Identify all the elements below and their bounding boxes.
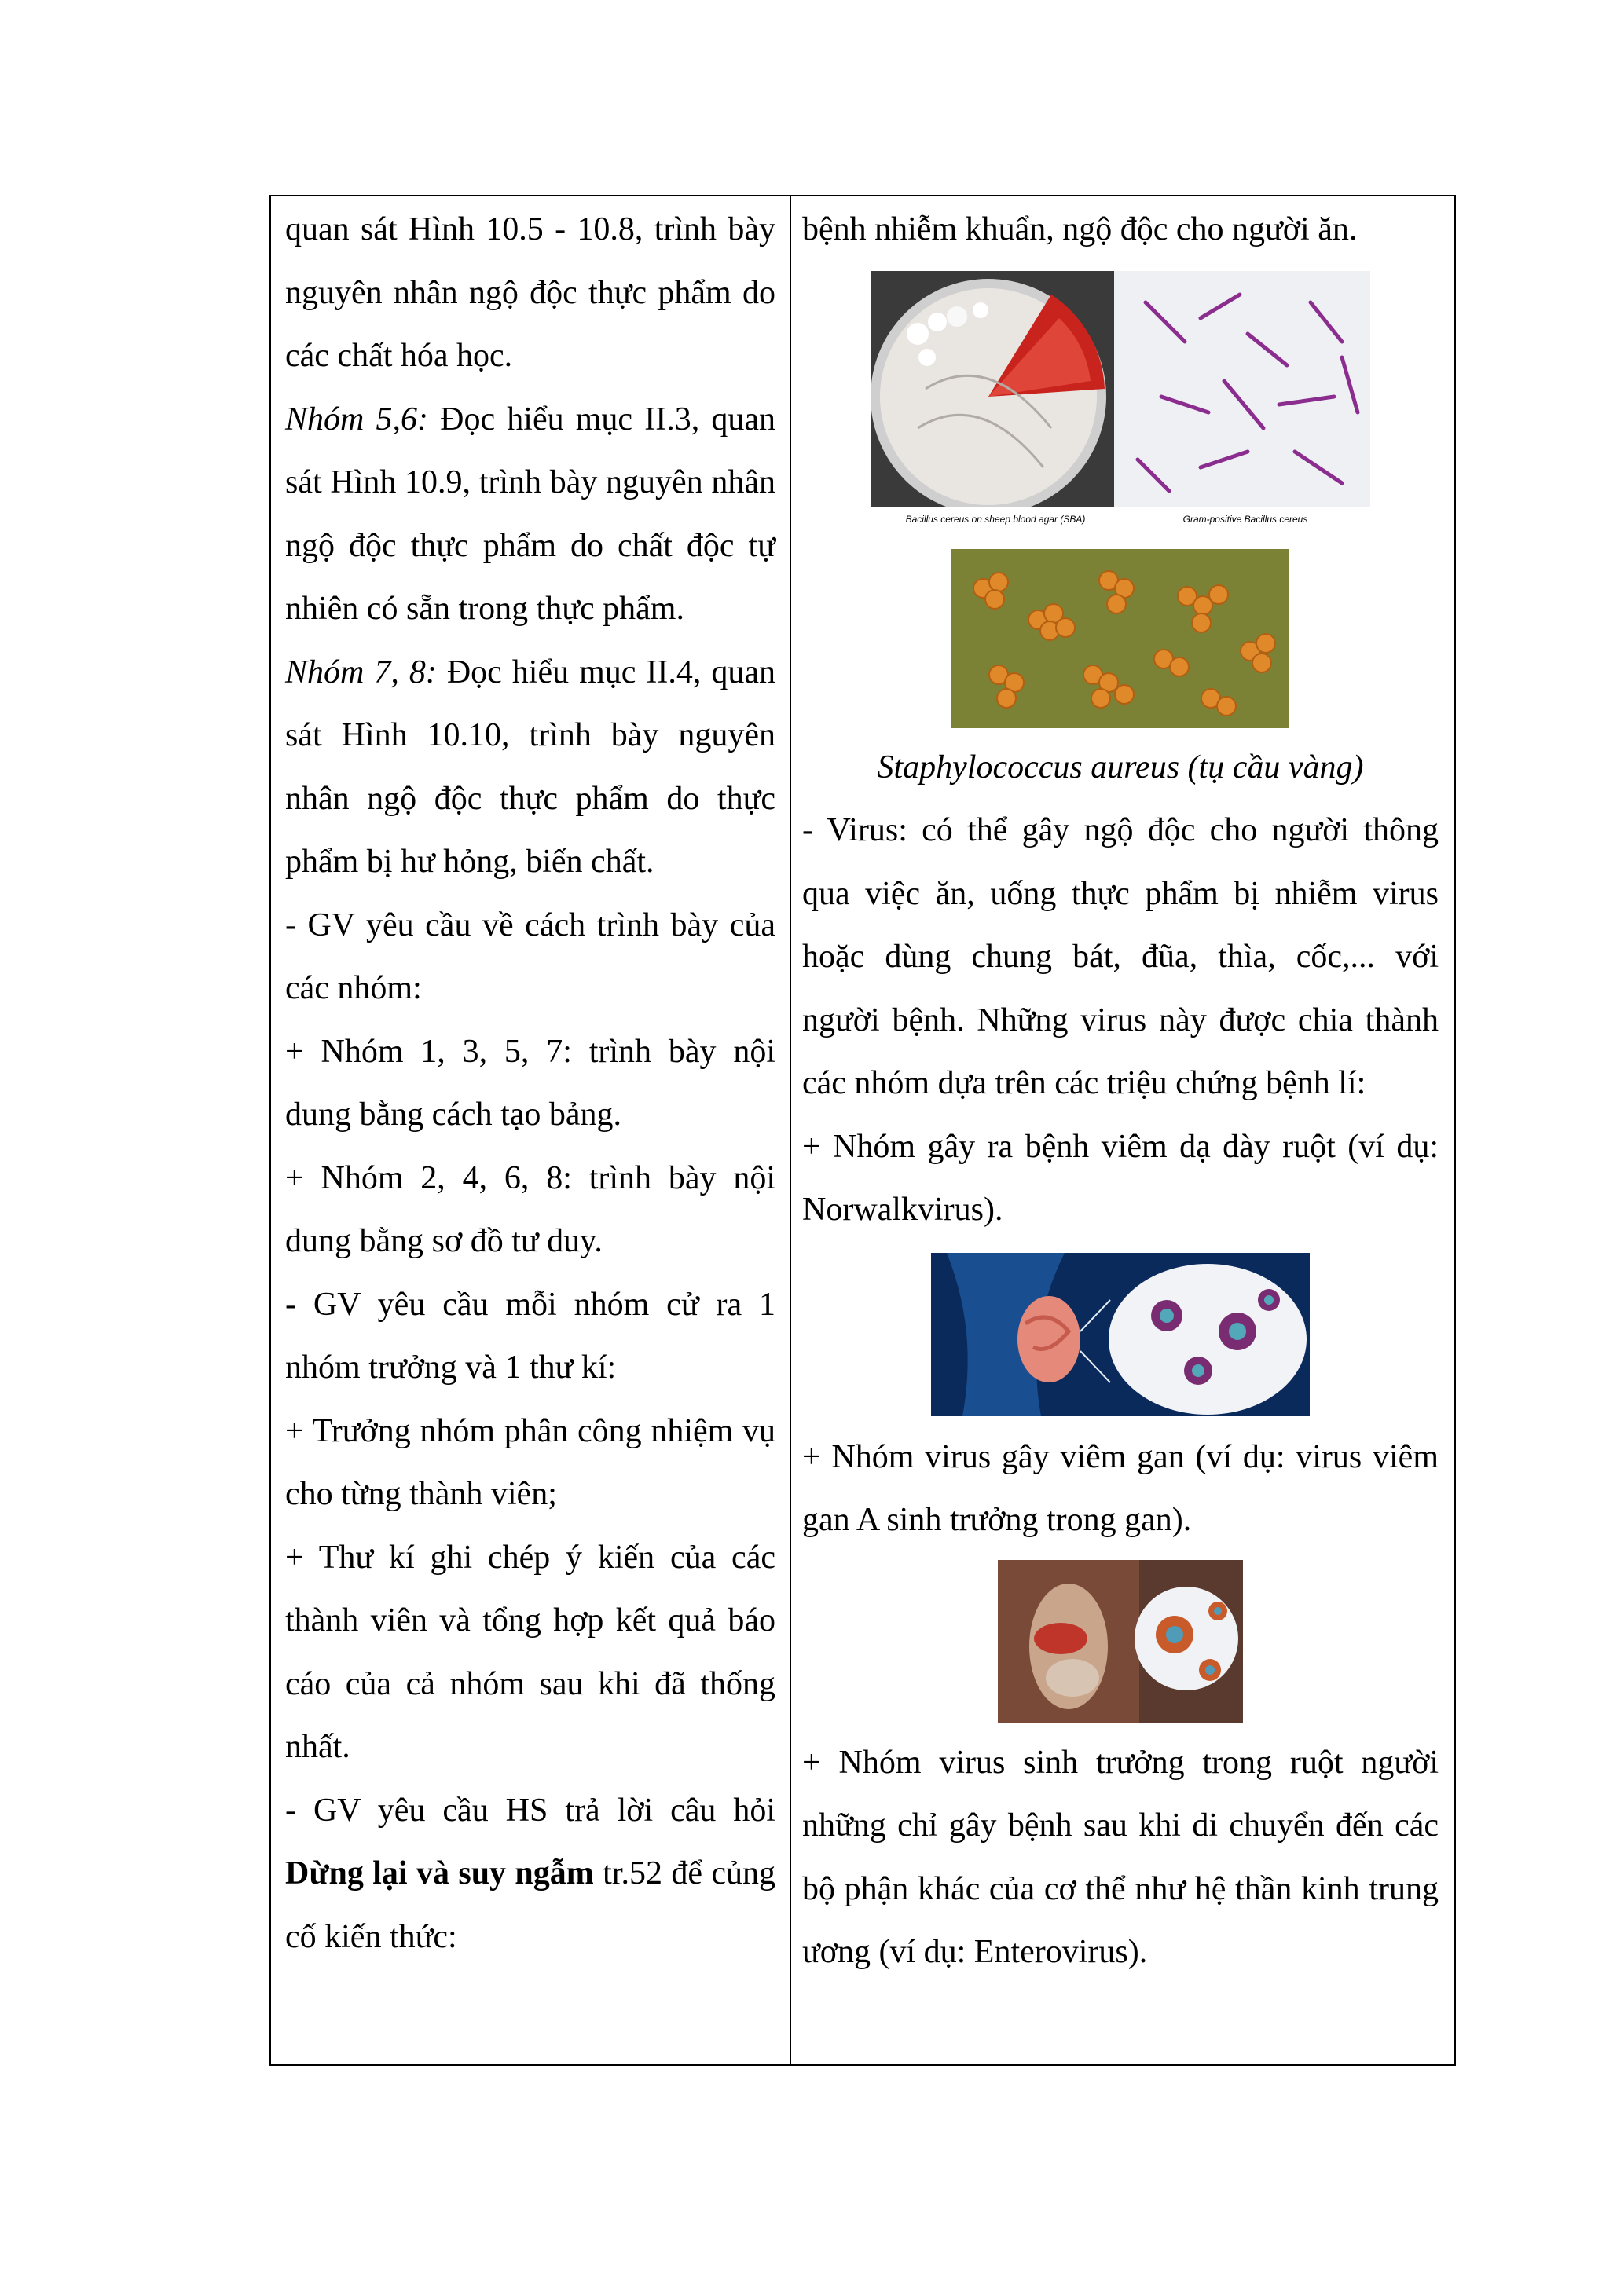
left-paragraph-question — [285, 1779, 775, 1969]
left-paragraph-groups-odd: + Nhóm 1, 3, 5, 7: trình bày nội dung bằng cách tạo bảng. — [285, 1033, 775, 1133]
bacillus-cereus-image — [871, 271, 1370, 507]
left-paragraph-1: quan sát Hình 10.5 - 10.8, trình bày nguyên nhân ngộ độc thực phẩm do các chất hóa học. — [285, 211, 775, 374]
bacillus-captions — [871, 513, 1370, 525]
right-paragraph-virus: - Virus: có thể gây ngộ độc cho người thông qua việc ăn, uống thực phẩm bị nhiễm virus hoặc dùng chung bát, đũa, thìa, cốc,... với người bệnh. Những virus này được chia thành các nhóm dựa trên các triệu chứng bệnh lí: — [802, 812, 1439, 1101]
teacher-activity-column — [285, 198, 775, 1968]
staphylococcus-figure — [951, 549, 1289, 728]
hepatitis-virus-figure — [998, 1560, 1243, 1723]
staphylococcus-image — [951, 549, 1289, 728]
content-column — [802, 198, 1439, 1984]
right-paragraph-norwalk: + Nhóm gây ra bệnh viêm dạ dày ruột (ví dụ: Norwalkvirus). — [802, 1128, 1439, 1228]
group-7-8-label: Nhóm 7, 8: — [285, 654, 437, 690]
bacillus-caption-left: Bacillus cereus on sheep blood agar (SBA) — [905, 513, 1086, 525]
right-paragraph-hepatitis: + Nhóm virus gây viêm gan (ví dụ: virus viêm gan A sinh trưởng trong gan). — [802, 1438, 1439, 1538]
question-bold: Dừng lại và suy ngẫm — [285, 1855, 594, 1891]
right-paragraph-enterovirus: + Nhóm virus sinh trưởng trong ruột người những chỉ gây bệnh sau khi di chuyển đến các bộ phận khác của cơ thể như hệ thần kinh trung ương (ví dụ: Enterovirus). — [802, 1744, 1439, 1970]
left-paragraph-group-7-8 — [285, 641, 775, 894]
left-paragraph-leader-task: + Trưởng nhóm phân công nhiệm vụ cho từng thành viên; — [285, 1412, 775, 1512]
group-7-8-text: Đọc hiểu mục II.4, quan sát Hình 10.10, trình bày nguyên nhân ngộ độc thực phẩm do thực phẩm bị hư hỏng, biến chất. — [285, 654, 775, 880]
column-divider — [790, 196, 791, 2064]
left-paragraph-group-5-6 — [285, 388, 775, 641]
group-5-6-label: Nhóm 5,6: — [285, 401, 428, 438]
question-pre: - GV yêu cầu HS trả lời câu hỏi — [285, 1792, 775, 1829]
left-paragraph-leader: - GV yêu cầu mỗi nhóm cử ra 1 nhóm trưởng và 1 thư kí: — [285, 1286, 775, 1386]
hepatitis-virus-image — [998, 1560, 1243, 1723]
left-paragraph-groups-even: + Nhóm 2, 4, 6, 8: trình bày nội dung bằng sơ đồ tư duy. — [285, 1159, 775, 1259]
group-5-6-text: Đọc hiểu mục II.3, quan sát Hình 10.9, trình bày nguyên nhân ngộ độc thực phẩm do chất độc tự nhiên có sẵn trong thực phẩm. — [285, 401, 775, 627]
left-paragraph-secretary-task: + Thư kí ghi chép ý kiến của các thành viên và tổng hợp kết quả báo cáo của cả nhóm sau khi đã thống nhất. — [285, 1539, 775, 1765]
right-paragraph-1: bệnh nhiễm khuẩn, ngộ độc cho người ăn. — [802, 211, 1358, 247]
question-post: tr.52 để củng cố kiến thức: — [285, 1855, 775, 1955]
gastroenteritis-virus-image — [931, 1253, 1310, 1416]
gastroenteritis-virus-figure — [931, 1253, 1310, 1416]
bacillus-caption-right: Gram-positive Bacillus cereus — [1182, 513, 1308, 525]
lesson-table — [269, 195, 1456, 2066]
bacillus-cereus-figure — [871, 271, 1370, 507]
staphylococcus-caption: Staphylococcus aureus (tụ cầu vàng) — [877, 749, 1364, 785]
left-paragraph-presentation: - GV yêu cầu về cách trình bày của các nhóm: — [285, 906, 775, 1006]
